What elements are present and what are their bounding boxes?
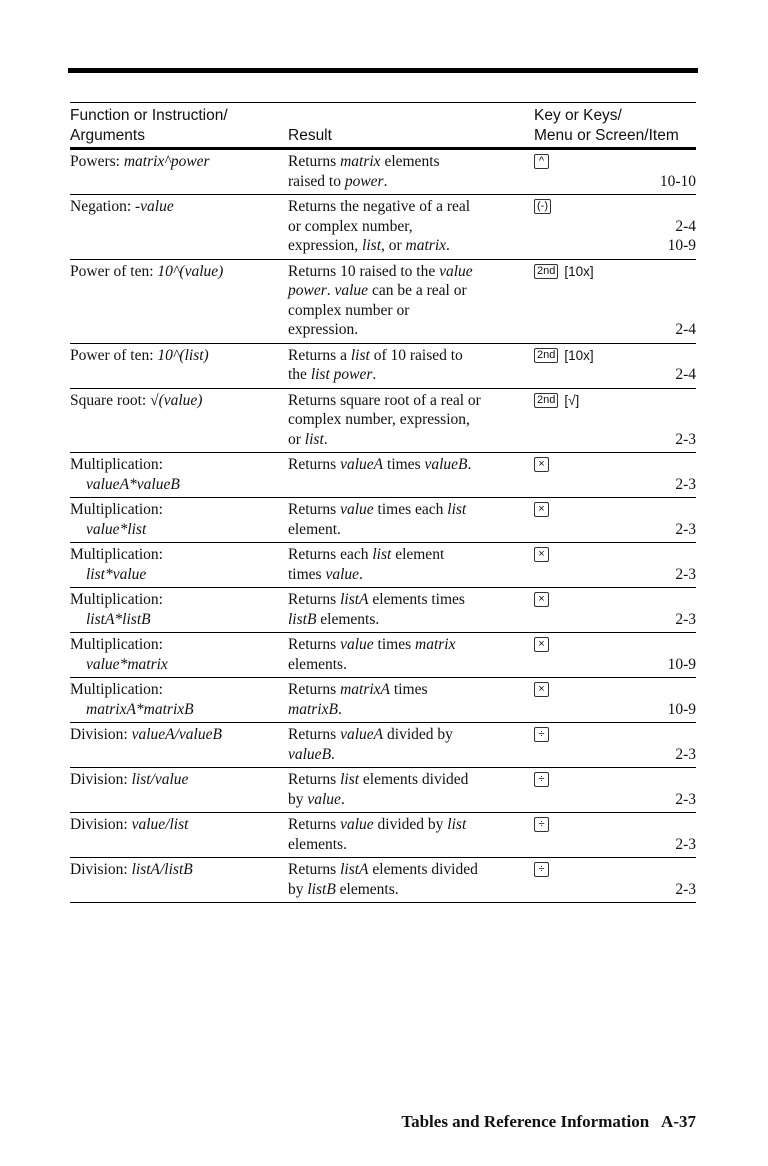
result-line: expression. <box>288 321 359 338</box>
secondary-key-label: [10x] <box>564 347 594 363</box>
key-icon: (-) <box>534 199 551 214</box>
function-argument: listA*listB <box>86 610 151 628</box>
page-reference: 2-3 <box>675 835 696 853</box>
result-line: element. <box>288 520 341 538</box>
function-label <box>70 346 288 366</box>
table-row <box>70 150 696 195</box>
key-cell <box>534 197 696 256</box>
result-cell <box>288 500 534 539</box>
result-line: Returns matrix elements <box>288 153 440 170</box>
result-line: Returns listA elements divided <box>288 861 478 878</box>
page-reference: 10-10 <box>659 172 696 190</box>
result-cell <box>288 262 534 340</box>
page-reference: 2-4 <box>675 321 696 338</box>
result-line: matrixB. <box>288 700 342 718</box>
table-row <box>70 260 696 344</box>
page-footer <box>401 1112 696 1132</box>
function-cell <box>70 455 288 494</box>
table-row <box>70 195 696 260</box>
function-argument: value*matrix <box>86 655 168 673</box>
table-row <box>70 813 696 858</box>
function-cell <box>70 391 288 450</box>
function-label <box>70 455 288 475</box>
result-line: complex number or <box>288 301 410 319</box>
result-line: times value. <box>288 565 363 583</box>
function-cell <box>70 262 288 340</box>
function-label <box>70 545 288 565</box>
page-reference: 10-9 <box>667 700 696 718</box>
secondary-key-label: [√] <box>564 392 580 408</box>
result-cell <box>288 545 534 584</box>
result-line: Returns value times matrix <box>288 636 456 653</box>
function-label <box>70 152 288 172</box>
function-argument: matrixA*matrixB <box>86 700 194 718</box>
page-reference: 2-3 <box>675 430 696 448</box>
result-cell <box>288 860 534 899</box>
function-name: Powers: <box>70 153 124 170</box>
function-cell <box>70 545 288 584</box>
key-icon: × <box>534 682 549 697</box>
key-icon: × <box>534 502 549 517</box>
function-label <box>70 770 288 790</box>
result-line: elements. <box>288 655 347 673</box>
page-reference: 2-3 <box>675 475 696 493</box>
function-name: Multiplication: <box>70 501 163 518</box>
key-cell <box>534 860 696 899</box>
function-argument: -value <box>135 198 174 215</box>
result-line: complex number, expression, <box>288 411 470 428</box>
function-argument: listA/listB <box>131 861 193 878</box>
key-cell <box>534 545 696 584</box>
result-line: Returns listA elements times <box>288 591 465 608</box>
secondary-key-label: [10x] <box>564 263 594 279</box>
page-reference: 2-3 <box>675 880 696 898</box>
function-cell <box>70 815 288 854</box>
result-line: Returns valueA divided by <box>288 726 453 743</box>
function-argument: 10^(value) <box>157 262 224 280</box>
table-header <box>70 103 696 150</box>
result-cell <box>288 152 534 191</box>
key-cell <box>534 635 696 674</box>
result-line: Returns value divided by list <box>288 816 467 833</box>
function-label <box>70 590 288 610</box>
result-line: listB elements. <box>288 610 380 628</box>
function-label <box>70 635 288 655</box>
result-line: elements. <box>288 835 347 853</box>
key-cell <box>534 262 696 340</box>
result-cell <box>288 770 534 809</box>
result-cell <box>288 455 534 494</box>
table-row <box>70 633 696 678</box>
function-label <box>70 815 288 835</box>
function-label <box>70 725 288 745</box>
result-line: Returns square root of a real or <box>288 391 481 409</box>
result-cell <box>288 815 534 854</box>
function-name: Negation: <box>70 198 135 215</box>
function-cell <box>70 152 288 191</box>
table-body <box>70 150 696 903</box>
table-row <box>70 768 696 813</box>
function-argument: 10^(list) <box>157 346 209 364</box>
result-line: Returns each list element <box>288 546 445 563</box>
function-argument: value*list <box>86 520 147 538</box>
function-label <box>70 262 288 282</box>
function-label <box>70 860 288 880</box>
result-cell <box>288 635 534 674</box>
result-line: Returns a list of 10 raised to <box>288 346 463 364</box>
function-argument: matrix^power <box>123 153 210 170</box>
header-result: Result <box>288 127 332 144</box>
result-line: the list power. <box>288 366 377 383</box>
key-cell <box>534 500 696 539</box>
key-cell <box>534 770 696 809</box>
header-function: Function or Instruction/ Arguments <box>70 107 228 144</box>
page-reference: 2-3 <box>675 790 696 808</box>
function-cell <box>70 680 288 719</box>
table-row <box>70 588 696 633</box>
function-argument: valueA*valueB <box>86 475 180 493</box>
page-reference: 2-4 <box>675 366 696 383</box>
result-line: Returns matrixA times <box>288 681 428 698</box>
key-cell <box>534 455 696 494</box>
key-icon: ÷ <box>534 727 549 742</box>
key-icon: × <box>534 637 549 652</box>
function-cell <box>70 346 288 385</box>
function-name: Power of ten: <box>70 346 158 364</box>
function-name: Multiplication: <box>70 636 163 653</box>
key-cell <box>534 680 696 719</box>
result-line: Returns the negative of a real <box>288 198 471 215</box>
key-icon: 2nd <box>534 264 558 279</box>
footer-page-number: A-37 <box>661 1112 696 1131</box>
result-line: Returns list elements divided <box>288 771 469 788</box>
result-line: Returns 10 raised to the value <box>288 262 473 280</box>
footer-section-title: Tables and Reference Information <box>401 1112 650 1131</box>
function-name: Multiplication: <box>70 681 163 698</box>
function-label <box>70 680 288 700</box>
key-cell <box>534 725 696 764</box>
function-cell <box>70 770 288 809</box>
result-line: Returns valueA times valueB. <box>288 456 472 473</box>
page-reference: 2-3 <box>675 610 696 628</box>
result-cell <box>288 590 534 629</box>
page-reference: 2-3 <box>675 565 696 583</box>
result-cell <box>288 197 534 256</box>
result-line: by listB elements. <box>288 880 399 898</box>
function-argument: √(value) <box>150 391 203 409</box>
result-line: valueB. <box>288 745 335 763</box>
function-name: Division: <box>70 771 132 788</box>
function-cell <box>70 197 288 256</box>
key-icon: 2nd <box>534 348 558 363</box>
table-row <box>70 543 696 588</box>
function-name: Division: <box>70 861 132 878</box>
page-reference: 2-4 <box>675 217 696 235</box>
table-row <box>70 389 696 454</box>
page-reference: 10-9 <box>667 655 696 673</box>
result-line: by value. <box>288 790 345 808</box>
key-cell <box>534 152 696 191</box>
result-line: expression, list, or matrix. <box>288 237 450 254</box>
page-reference: 10-9 <box>667 237 696 254</box>
function-table <box>70 102 696 903</box>
function-name: Division: <box>70 726 132 743</box>
page-reference: 2-3 <box>675 745 696 763</box>
key-icon: ÷ <box>534 772 549 787</box>
result-line: Returns value times each list <box>288 501 467 518</box>
key-cell <box>534 590 696 629</box>
key-cell <box>534 391 696 450</box>
function-name: Square root: <box>70 391 151 409</box>
key-icon: × <box>534 592 549 607</box>
function-argument: valueA/valueB <box>131 726 222 743</box>
header-key: Key or Keys/ Menu or Screen/Item <box>534 107 679 144</box>
function-label <box>70 500 288 520</box>
key-icon: ^ <box>534 154 549 169</box>
function-argument: value/list <box>131 816 189 833</box>
result-line: or complex number, <box>288 217 413 235</box>
function-label <box>70 391 288 411</box>
function-name: Power of ten: <box>70 262 158 280</box>
key-icon: ÷ <box>534 817 549 832</box>
function-name: Division: <box>70 816 132 833</box>
function-cell <box>70 725 288 764</box>
function-cell <box>70 635 288 674</box>
function-name: Multiplication: <box>70 456 163 473</box>
key-icon: 2nd <box>534 393 558 408</box>
table-row <box>70 678 696 723</box>
result-cell <box>288 680 534 719</box>
table-row <box>70 723 696 768</box>
result-cell <box>288 391 534 450</box>
key-icon: × <box>534 457 549 472</box>
table-row <box>70 858 696 903</box>
key-icon: × <box>534 547 549 562</box>
function-argument: list/value <box>131 771 189 788</box>
function-cell <box>70 590 288 629</box>
table-row <box>70 453 696 498</box>
function-label <box>70 197 288 217</box>
top-rule <box>68 68 698 73</box>
result-cell <box>288 725 534 764</box>
key-icon: ÷ <box>534 862 549 877</box>
function-argument: list*value <box>86 565 147 583</box>
table-row <box>70 344 696 389</box>
result-line: or list. <box>288 430 328 448</box>
function-cell <box>70 860 288 899</box>
table-row <box>70 498 696 543</box>
key-cell <box>534 815 696 854</box>
function-name: Multiplication: <box>70 546 163 563</box>
page-reference: 2-3 <box>675 520 696 538</box>
result-cell <box>288 346 534 385</box>
key-cell <box>534 346 696 385</box>
result-line: raised to power. <box>288 172 388 190</box>
function-cell <box>70 500 288 539</box>
result-line: power. value can be a real or <box>288 282 467 299</box>
function-name: Multiplication: <box>70 591 163 608</box>
